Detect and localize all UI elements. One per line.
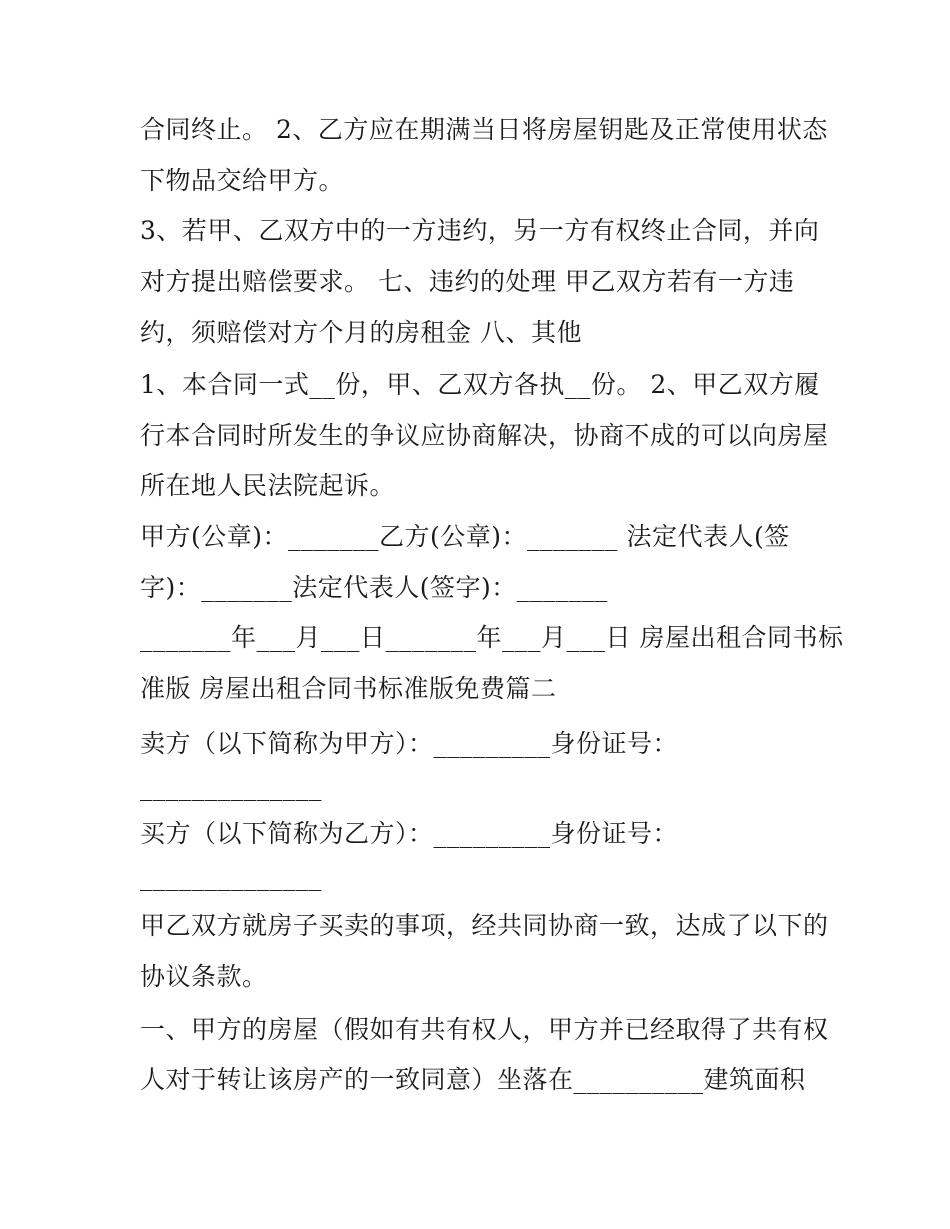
text-line: 甲乙双方就房子买卖的事项，经共同协商一致，达成了以下的 xyxy=(140,911,829,940)
text-line: 约，须赔偿对方个月的房租金 八、其他 xyxy=(140,318,582,347)
text-line: 下物品交给甲方。 xyxy=(140,166,345,195)
text-line: 一、甲方的房屋（假如有共有权人，甲方并已经取得了共有权 xyxy=(140,1015,829,1044)
text-line: 1、本合同一式__份，甲、乙双方各执__份。 2、甲乙双方履 xyxy=(140,370,820,399)
text-line: 甲方(公章)：_______乙方(公章)：_______ 法定代表人(签 xyxy=(140,522,790,551)
text-line: 卖方（以下简称为甲方）：_________身份证号： xyxy=(140,729,679,758)
text-line: 字)：_______法定代表人(签字)：_______ xyxy=(140,573,608,602)
text-line: 买方（以下简称为乙方）：_________身份证号： xyxy=(140,819,679,848)
text-line: ______________ xyxy=(140,772,322,801)
text-line: 3、若甲、乙双方中的一方违约，另一方有权终止合同，并向 xyxy=(140,216,820,245)
text-line: 所在地人民法院起诉。 xyxy=(140,471,396,500)
text-line: 合同终止。 2、乙方应在期满当日将房屋钥匙及正常使用状态 xyxy=(140,115,828,144)
text-line: _______年___月___日_______年___月___日 房屋出租合同书标 xyxy=(140,623,844,652)
text-line: ______________ xyxy=(140,862,322,891)
text-line: 准版 房屋出租合同书标准版免费篇二 xyxy=(140,674,557,703)
text-line: 对方提出赔偿要求。 七、违约的处理 甲乙双方若有一方违 xyxy=(140,267,795,296)
text-line: 人对于转让该房产的一致同意）坐落在__________建筑面积 xyxy=(140,1065,806,1094)
text-line: 协议条款。 xyxy=(140,962,268,991)
text-line: 行本合同时所发生的争议应协商解决，协商不成的可以向房屋 xyxy=(140,421,829,450)
